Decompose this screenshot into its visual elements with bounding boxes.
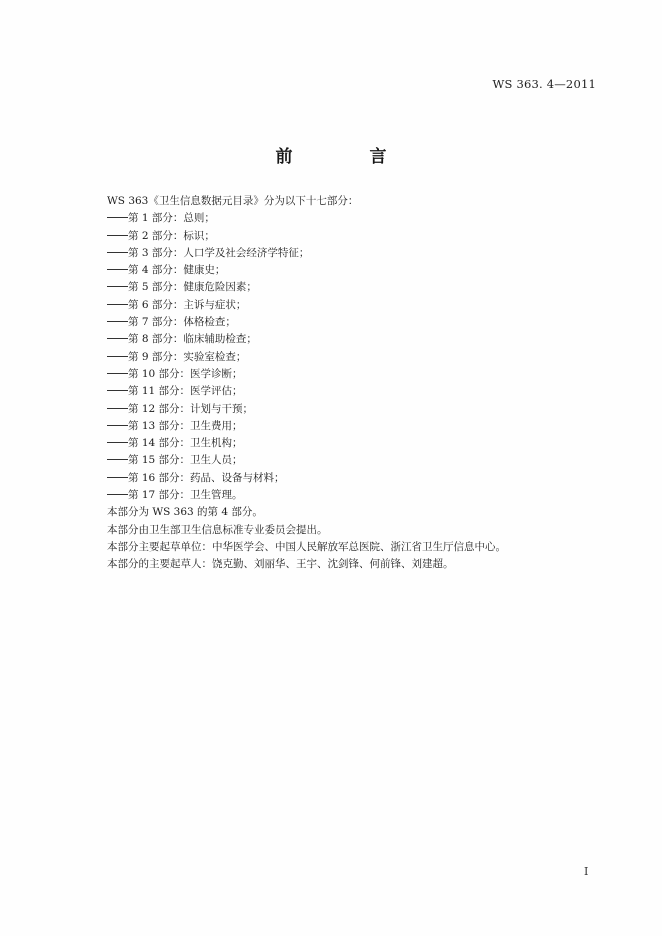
statement-line: 本部分的主要起草人：饶克勤、刘丽华、王宇、沈剑锋、何前锋、刘建超。 (107, 558, 454, 571)
list-item-label: 第 3 部分：人口学及社会经济学特征； (128, 246, 310, 259)
dash-mark (107, 352, 128, 362)
list-item-label: 第 4 部分：健康史； (128, 264, 226, 277)
dash-mark (107, 248, 128, 258)
list-item (107, 279, 607, 296)
list-item (107, 331, 607, 348)
list-item (107, 452, 607, 469)
list-item (107, 210, 607, 227)
dash-mark (107, 317, 128, 327)
page-title: 前 言 (275, 147, 417, 167)
list-item-label: 第 8 部分：临床辅助检查； (128, 333, 257, 346)
standard-code: WS 363. 4—2011 (492, 77, 596, 91)
dash-mark (107, 438, 128, 448)
list-item-label: 第 6 部分：主诉与症状； (128, 298, 247, 311)
dash-mark (107, 300, 128, 310)
list-item-label: 第 17 部分：卫生管理。 (128, 489, 243, 502)
list-item (107, 401, 607, 418)
list-item (107, 245, 607, 262)
list-item-label: 第 12 部分：计划与干预； (128, 402, 254, 415)
dash-mark (107, 386, 128, 396)
list-item (107, 383, 607, 400)
list-item-label: 第 9 部分：实验室检查； (128, 350, 247, 363)
dash-mark (107, 421, 128, 431)
list-item (107, 470, 607, 487)
statement-line: 本部分由卫生部卫生信息标准专业委员会提出。 (107, 523, 328, 536)
list-item-label: 第 13 部分：卫生费用； (128, 419, 243, 432)
list-item-label: 第 2 部分：标识； (128, 229, 215, 242)
list-item (107, 435, 607, 452)
list-item (107, 349, 607, 366)
list-item-label: 第 1 部分：总则； (128, 212, 215, 225)
list-item-label: 第 7 部分：体格检查； (128, 316, 236, 329)
statement-line: 本部分为 WS 363 的第 4 部分。 (107, 506, 263, 519)
dash-mark (107, 455, 128, 465)
list-item-label: 第 5 部分：健康危险因素； (128, 281, 257, 294)
dash-mark (107, 265, 128, 275)
list-item-label: 第 16 部分：药品、设备与材料； (128, 471, 285, 484)
intro-line: WS 363《卫生信息数据元目录》分为以下十七部分： (107, 195, 359, 207)
list-item (107, 418, 607, 435)
document-body (107, 193, 607, 574)
list-item (107, 228, 607, 245)
dash-mark (107, 369, 128, 379)
list-item-label: 第 10 部分：医学诊断； (128, 367, 243, 380)
dash-mark (107, 473, 128, 483)
statement-line: 本部分主要起草单位：中华医学会、中国人民解放军总医院、浙江省卫生厅信息中心。 (107, 540, 506, 553)
dash-mark (107, 490, 128, 500)
dash-mark (107, 282, 128, 292)
list-item (107, 366, 607, 383)
list-item (107, 487, 607, 504)
list-item-label: 第 11 部分：医学评估； (128, 385, 243, 398)
list-item-label: 第 14 部分：卫生机构； (128, 437, 243, 450)
page-number: I (584, 865, 589, 878)
list-item (107, 262, 607, 279)
list-item (107, 297, 607, 314)
list-item (107, 314, 607, 331)
dash-mark (107, 213, 128, 223)
dash-mark (107, 334, 128, 344)
dash-mark (107, 404, 128, 414)
parts-list (107, 210, 607, 504)
dash-mark (107, 231, 128, 241)
list-item-label: 第 15 部分：卫生人员； (128, 454, 243, 467)
